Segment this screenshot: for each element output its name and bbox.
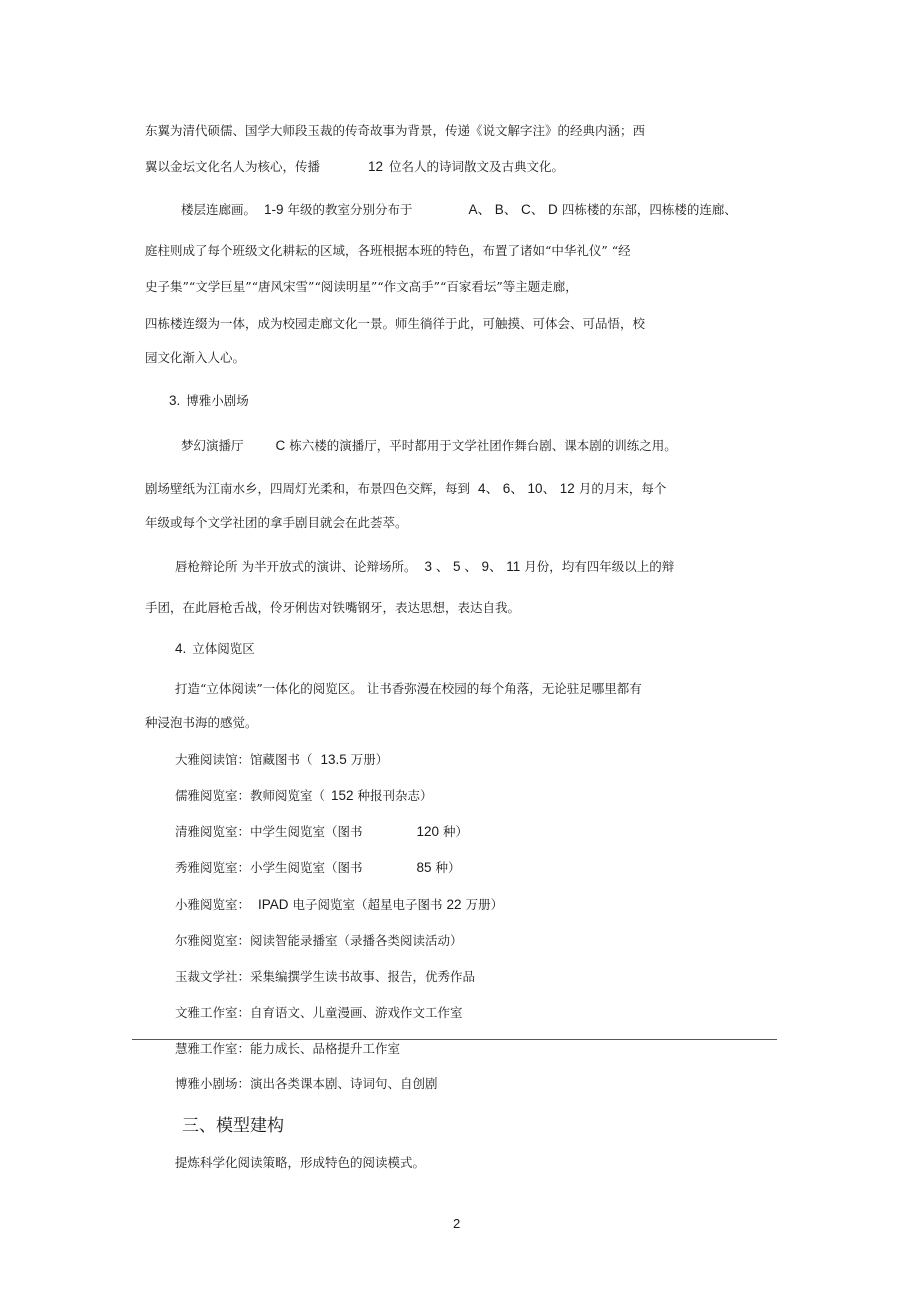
list-item (175, 824, 468, 840)
text: 东翼为清代硕儒、国学大师段玉裁的传奇故事为背景，传递《说文解字注》的经典内涵；西 (145, 123, 646, 138)
paragraph-line (145, 515, 408, 531)
list-item (175, 788, 433, 804)
text: 清雅阅览室：中学生阅览室（图书 (175, 824, 363, 839)
text: 慧雅工作室：能力成长、品格提升工作室 (175, 1041, 401, 1056)
text: 文雅工作室：自育语文、儿童漫画、游戏作文工作室 (175, 1005, 463, 1020)
list-item (175, 860, 461, 876)
page-number: 2 (453, 1216, 461, 1231)
number: 22 (446, 897, 462, 912)
paragraph-line (145, 350, 245, 366)
list-item (175, 933, 463, 949)
text: 提炼科学化阅读策略，形成特色的阅读模式。 (175, 1155, 426, 1170)
section-title: 博雅小剧场 (186, 393, 249, 408)
number: 13.5 (320, 752, 347, 767)
section-heading-model: 三、模型建构 (182, 1116, 284, 1136)
text: 种浸泡书海的感觉。 (145, 715, 258, 730)
letters: A、 B、 C、 D (468, 202, 558, 217)
number: 152 (331, 788, 354, 803)
text: 尔雅阅览室：阅读智能录播室（录播各类阅读活动） (175, 933, 463, 948)
text: 剧场壁纸为江南水乡，四周灯光柔和，布景四色交辉，每到 (145, 481, 471, 496)
number: 120 (416, 824, 440, 839)
text: 玉裁文学社：采集编撰学生读书故事、报告，优秀作品 (175, 969, 476, 984)
paragraph-line (181, 438, 677, 454)
paragraph-line (145, 715, 258, 731)
paragraph-line (145, 159, 564, 175)
section-heading (169, 393, 249, 409)
horizontal-rule (132, 1039, 777, 1040)
text: 四栋楼的东部，四栋楼的连廊、 (561, 202, 737, 217)
paragraph-line (145, 481, 666, 497)
paragraph-line (145, 243, 631, 259)
text: 月份，均有四年级以上的辩 (524, 559, 675, 574)
text: 园文化渐入人心。 (145, 350, 246, 365)
section-title: 立体阅览区 (192, 641, 255, 656)
number: 1-9 (264, 202, 284, 217)
list-item (175, 1041, 400, 1057)
text: 位名人的诗词散文及古典文化。 (389, 159, 565, 174)
text: 种） (443, 824, 469, 839)
text: 翼以金坛文化名人为核心，传播 (145, 159, 321, 174)
text: 手团，在此唇枪舌战，伶牙俐齿对铁嘴钢牙，表达思想，表达自我。 (145, 600, 521, 615)
paragraph-line (181, 202, 737, 218)
paragraph-line (145, 279, 578, 295)
section-number: 3. (169, 393, 181, 408)
numbers: 4、 6、 10、 12 (478, 481, 575, 496)
text: 种） (435, 860, 461, 875)
list-item (175, 1076, 438, 1092)
paragraph-line (175, 559, 674, 575)
text: 栋六楼的演播厅，平时都用于文学社团作舞台剧、课本剧的训练之用。 (289, 438, 677, 453)
text: 梦幻演播厅 (181, 438, 244, 453)
text: 万册） (465, 897, 504, 912)
text: 大雅阅读馆：馆藏图书（ (175, 752, 313, 767)
text: 万册） (350, 752, 389, 767)
text: 四栋楼连缀为一体，成为校园走廊文化一景。师生徜徉于此，可触摸、可体会、可品悟，校 (145, 316, 646, 331)
text: 电子阅览室（超星电子图书 (292, 897, 443, 912)
text: 儒雅阅览室：教师阅览室（ (175, 788, 326, 803)
numbers: 3 、 5 、 9、 11 (424, 559, 521, 574)
text: 月的月末，每个 (578, 481, 667, 496)
text: 小雅阅览室： (175, 897, 251, 912)
list-item (175, 1005, 463, 1021)
paragraph-line (175, 681, 642, 697)
list-item (175, 752, 388, 768)
text: 楼层连廊画。 (181, 202, 257, 217)
paragraph-line (175, 1155, 425, 1171)
text: 秀雅阅览室：小学生阅览室（图书 (175, 860, 363, 875)
section-heading (175, 641, 255, 657)
text: 种报刊杂志） (357, 788, 433, 803)
text: 年级的教室分别分布于 (287, 202, 413, 217)
number: 85 (416, 860, 432, 875)
text: 唇枪辩论所 为半开放式的演讲、论辩场所。 (175, 559, 417, 574)
text: 打造“立体阅读”一体化的阅览区。 让书香弥漫在校园的每个角落，无论驻足哪里都有 (175, 681, 642, 696)
text: 年级或每个文学社团的拿手剧目就会在此荟萃。 (145, 515, 408, 530)
letter: C (275, 438, 286, 453)
list-item (175, 969, 475, 985)
paragraph-line (145, 600, 520, 616)
section-number: 4. (175, 641, 187, 656)
paragraph-line (145, 123, 645, 139)
list-item (175, 897, 503, 913)
number: 12 (368, 159, 384, 174)
paragraph-line (145, 316, 645, 332)
text: 史子集”“文学巨星”“唐风宋雪”“阅读明星”“作文高手”“百家看坛”等主题走廊， (145, 279, 578, 294)
text: 博雅小剧场：演出各类课本剧、诗词句、自创剧 (175, 1076, 438, 1091)
text: 庭柱则成了每个班级文化耕耘的区域，各班根据本班的特色，布置了诸如“中华礼仪” “经 (145, 243, 631, 258)
label: IPAD (258, 897, 289, 912)
